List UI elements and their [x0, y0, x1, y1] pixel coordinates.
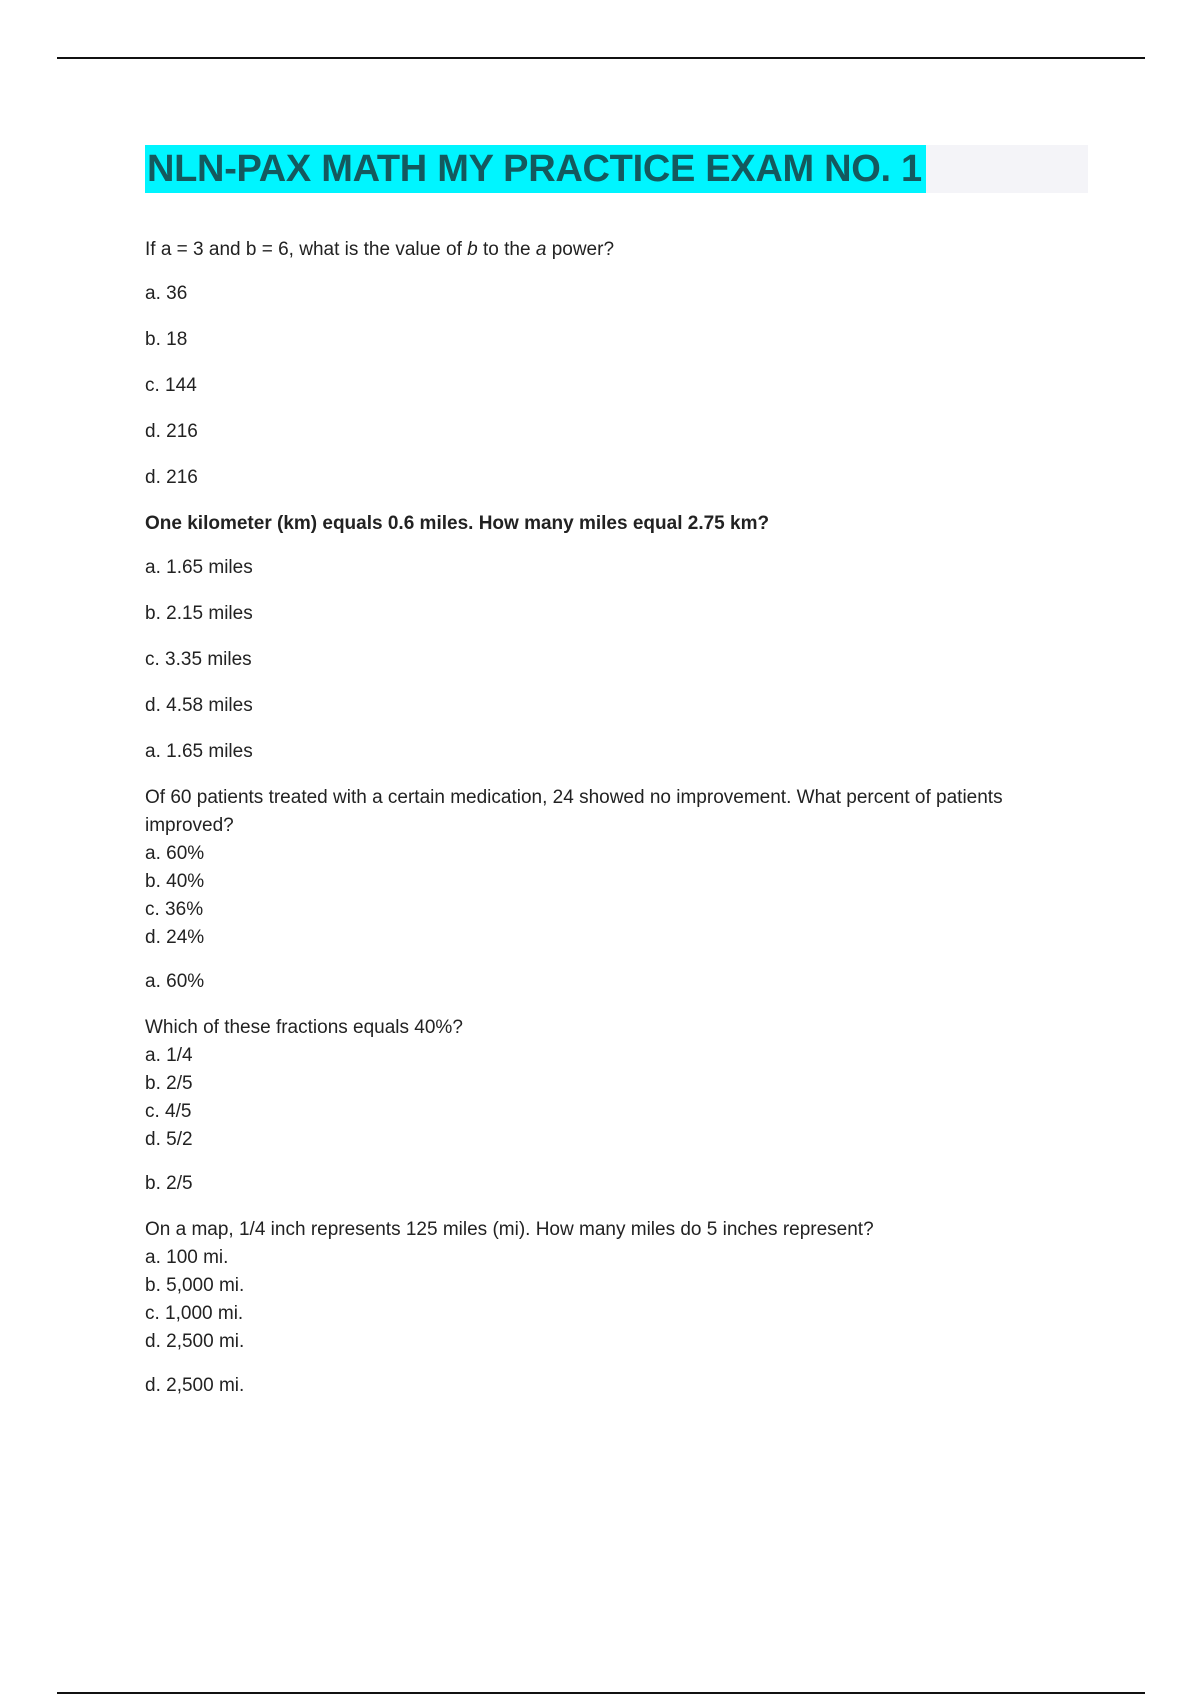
- question-2-option-a: a. 1.65 miles: [145, 557, 253, 578]
- question-1-option-a: a. 36: [145, 283, 188, 304]
- bottom-rule: [57, 1692, 1145, 1694]
- question-3-option-c: c. 36%: [145, 899, 204, 920]
- question-2-answer: a. 1.65 miles: [145, 741, 253, 762]
- question-5-answer: d. 2,500 mi.: [145, 1375, 245, 1396]
- question-4-option-a: a. 1/4: [145, 1045, 193, 1066]
- question-2-option-b: b. 2.15 miles: [145, 603, 253, 624]
- question-3-answer: a. 60%: [145, 971, 205, 992]
- question-1: [145, 236, 1080, 492]
- question-3-option-a: a. 60%: [145, 843, 205, 864]
- question-3-option-d: d. 24%: [145, 927, 205, 948]
- question-5-option-c: c. 1,000 mi.: [145, 1303, 244, 1324]
- question-1-option-c: c. 144: [145, 375, 197, 396]
- question-2-option-c: c. 3.35 miles: [145, 649, 252, 670]
- question-5-option-d: d. 2,500 mi.: [145, 1331, 245, 1352]
- question-4-answer: b. 2/5: [145, 1173, 193, 1194]
- question-1-text: If a = 3 and b = 6, what is the value of b to the a power?: [145, 239, 615, 260]
- question-5-text: On a map, 1/4 inch represents 125 miles (mi). How many miles do 5 inches represent?: [145, 1219, 874, 1240]
- question-3-option-b: b. 40%: [145, 871, 205, 892]
- question-2: [145, 510, 1080, 766]
- question-2-text: One kilometer (km) equals 0.6 miles. How many miles equal 2.75 km?: [145, 513, 770, 534]
- question-5-option-b: b. 5,000 mi.: [145, 1275, 245, 1296]
- question-4-option-d: d. 5/2: [145, 1129, 193, 1150]
- page-title: NLN-PAX MATH MY PRACTICE EXAM NO. 1: [145, 145, 926, 193]
- question-3: [145, 784, 1080, 996]
- question-2-option-d: d. 4.58 miles: [145, 695, 253, 716]
- question-5-option-a: a. 100 mi.: [145, 1247, 229, 1268]
- question-1-option-b: b. 18: [145, 329, 188, 350]
- question-4-option-c: c. 4/5: [145, 1101, 192, 1122]
- exam-content: [145, 236, 1080, 1418]
- question-1-answer: d. 216: [145, 467, 198, 488]
- question-4-option-b: b. 2/5: [145, 1073, 193, 1094]
- question-4: [145, 1014, 1080, 1198]
- question-5: [145, 1216, 1080, 1400]
- question-4-text: Which of these fractions equals 40%?: [145, 1017, 463, 1038]
- top-rule: [57, 57, 1145, 59]
- question-1-option-d: d. 216: [145, 421, 198, 442]
- question-3-text: Of 60 patients treated with a certain medication, 24 showed no improvement. What percent of patients improved?: [145, 787, 1003, 836]
